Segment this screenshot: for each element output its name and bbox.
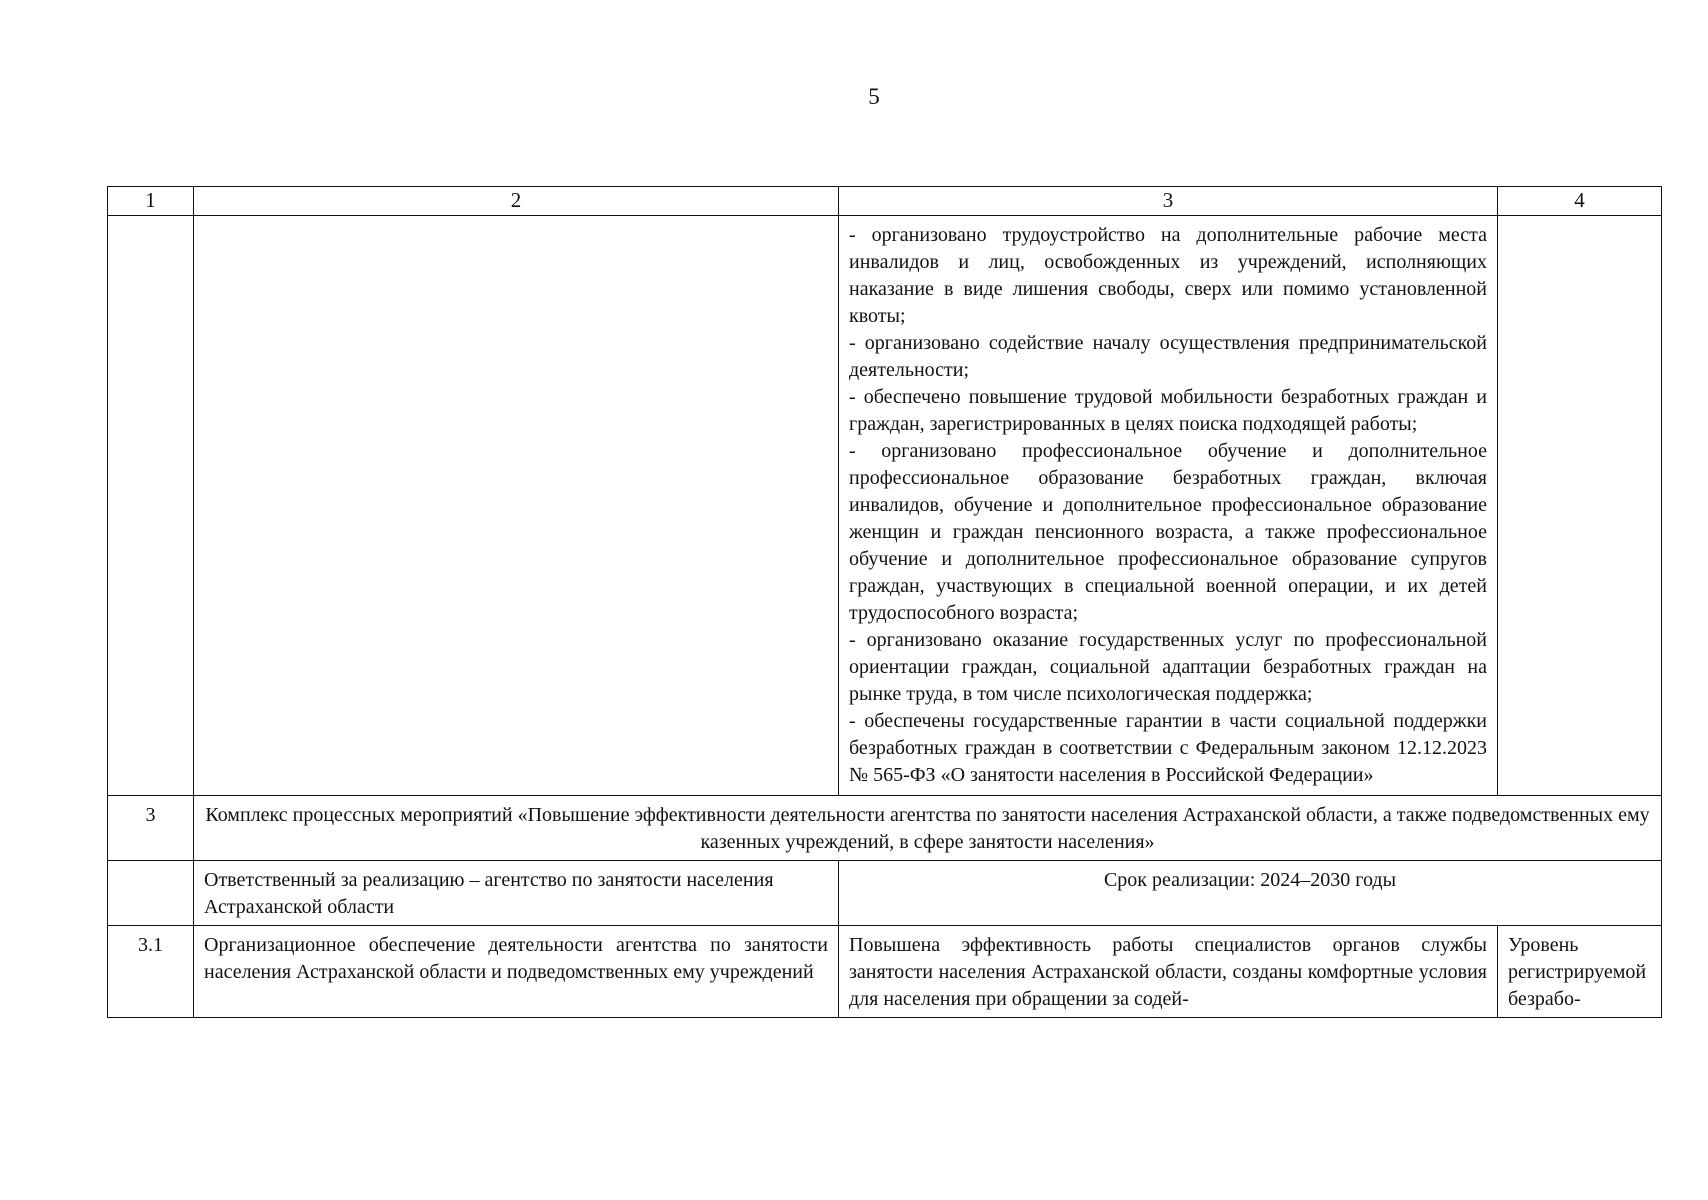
table-row-3-1 (108, 926, 1662, 1018)
section-title: Комплекс процессных мероприятий «Повышение эффективности деятельности агентства по занятости населения Астраханской области, а также подведомственных ему казенных учреждений, в сфере занятости населения» (194, 796, 1662, 861)
cell-empty-2 (194, 216, 839, 796)
result-item: - организовано профессиональное обучение и дополнительное профессиональное образование безработных граждан, включая инвалидов, обучение и дополнительное профессиональное образование женщин и граждан пенсионного возраста, а также профессиональное обучение и дополнительное профессиональное образование супругов граждан, участвующих в специальной военной операции, и их детей трудоспособного возраста; (849, 440, 1487, 624)
table-row-section-3 (108, 796, 1662, 861)
results-list-cell (839, 216, 1498, 796)
header-col-3: 3 (839, 187, 1498, 216)
result-item: - организовано оказание государственных услуг по профессиональной ориентации граждан, социальной адаптации безработных граждан на рынке труда, в том числе психологическая поддержка; (849, 629, 1487, 705)
responsible-cell: Ответственный за реализацию – агентство по занятости населения Астраханской области (194, 861, 839, 926)
header-col-4: 4 (1498, 187, 1662, 216)
table-row-section-meta (108, 861, 1662, 926)
table-header-row (108, 187, 1662, 216)
result-item: - организовано содействие началу осуществления предпринимательской деятельности; (849, 332, 1487, 381)
header-col-1: 1 (108, 187, 194, 216)
cell-empty-meta (108, 861, 194, 926)
header-col-2: 2 (194, 187, 839, 216)
term-cell: Срок реализации: 2024–2030 годы (839, 861, 1662, 926)
result-item: - организовано трудоустройство на дополнительные рабочие места инвалидов и лиц, освобожденных из учреждений, исполняющих наказание в виде лишения свободы, сверх или помимо установленной квоты; (849, 224, 1487, 327)
item-description: Организационное обеспечение деятельности агентства по занятости населения Астраханской области и подведомственных ему учреждений (194, 926, 839, 1018)
table-row-results (108, 216, 1662, 796)
item-indicator: Уровень регистрируемой безрабо- (1498, 926, 1662, 1018)
result-item: - обеспечено повышение трудовой мобильности безработных граждан и граждан, зарегистрированных в целях поиска подходящей работы; (849, 386, 1487, 435)
result-item: - обеспечены государственные гарантии в части социальной поддержки безработных граждан в соответствии с Федеральным законом 12.12.2023 № 565-ФЗ «О занятости населения в Российской Федерации» (849, 710, 1487, 786)
section-number: 3 (108, 796, 194, 861)
cell-empty-4 (1498, 216, 1662, 796)
page-number: 5 (868, 84, 880, 109)
item-result: Повышена эффективность работы специалистов органов службы занятости населения Астраханской области, созданы комфортные условия для населения при обращении за содей- (839, 926, 1498, 1018)
item-number: 3.1 (108, 926, 194, 1018)
cell-empty-1 (108, 216, 194, 796)
measures-table (107, 186, 1662, 1018)
